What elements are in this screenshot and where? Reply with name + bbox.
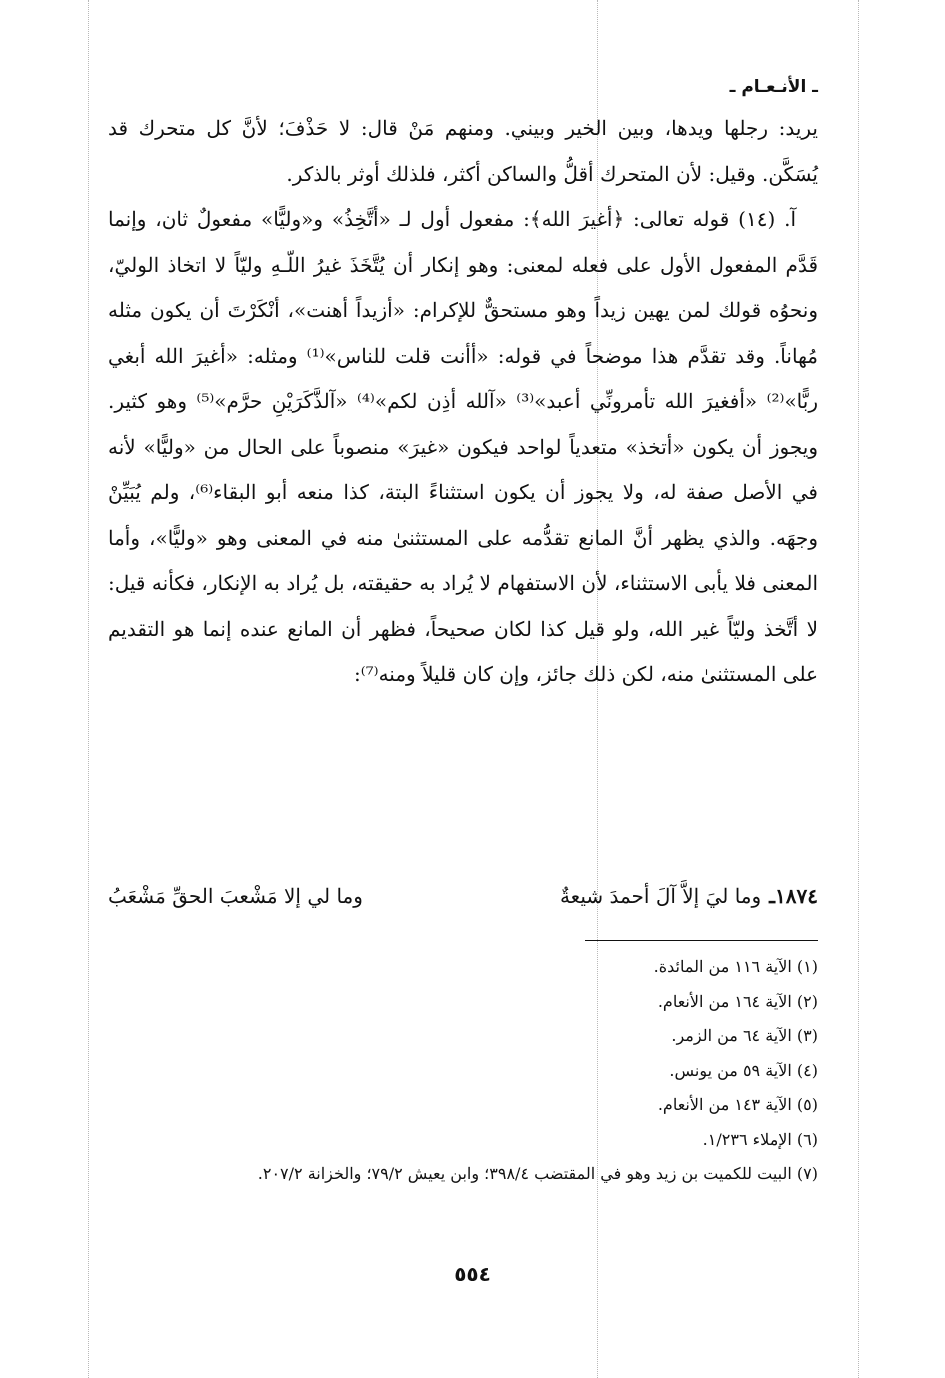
page-content xyxy=(108,68,818,698)
footnote-separator xyxy=(585,940,818,941)
footnote: (٥) الآية ١٤٣ من الأنعام. xyxy=(657,1095,818,1114)
page-number: ٥٥٤ xyxy=(454,1262,491,1286)
footnotes xyxy=(108,950,818,1192)
paragraph: يريد: رجلها ويدها، وبين الخير وبيني. ومنهم مَنْ قال: لا حَذْفَ؛ لأنَّ كل متحرك قد يُسَكَّن. وقيل: لأن المتحرك أقلُّ والساكن أكثر، فلذلك أوثر بالذكر. xyxy=(108,116,818,186)
footnote: (٧) البيت للكميت بن زيد وهو في المقتضب ٣٩٨/٤؛ وابن يعيش ٧٩/٢؛ والخزانة ٢٠٧/٢. xyxy=(257,1164,818,1183)
paragraph: آ. (١٤) قوله تعالى: ﴿أغيرَ الله﴾: مفعول أول لـ «أتَّخِذُ» و«وليًّا» مفعولٌ ثان، وإنما قَدَّم المفعول الأول على فعله لمعنى: وهو إنكار أن يُتَّخَذَ غيرُ اللّـهِ وليّاً لا اتخاذ الوليّ، ونحوُه قولك لمن يهين زيداً وهو مستحقٌّ للإكرام: «أزيداً أهنت»، أنْكَرْتَ أن يكون مثله مُهاناً. وقد تقدَّم هذا موضحاً في قوله: «أأنت قلت للناس»⁽¹⁾ ومثله: «أغيرَ الله أبغي ربًّا»⁽²⁾ «أفغيرَ الله تأمرونِّي أعبد»⁽³⁾ «آلله أذِن لكم»⁽⁴⁾ «آلذَّكَرَيْنِ حرَّم»⁽⁵⁾ وهو كثير. ويجوز أن يكون «أتخذ» متعدياً لواحد فيكون «غيرَ» منصوباً على الحال من «وليًّا» لأنه في الأصل صفة له، ولا يجوز أن يكون استثناءً البتة، كذا منعه أبو البقاء⁽⁶⁾، ولم يُبَيِّنْ وجهَه. والذي يظهر أنَّ المانع تقدُّمه على المستثنىٰ منه في المعنى وهو «وليًّا»، وأما المعنى فلا يأبى الاستثناء، لأن الاستفهام لا يُراد به حقيقته، بل يُراد به الإنكار، فكأنه قيل: لا أتَّخذ وليّاً غير الله، ولو قيل كذا لكان صحيحاً، فظهر أن المانع عنده إنما هو التقديم على المستثنىٰ منه، لكن ذلك جائز، وإن كان قليلاً ومنه⁽⁷⁾: xyxy=(108,207,818,686)
verse-second-hemistich: وما لي إلا مَشْعبَ الحقِّ مَشْعَبُ xyxy=(108,884,363,908)
running-header: ـ الأنـعـام ـ xyxy=(729,77,818,97)
poetry-verse xyxy=(108,872,818,920)
footnote: (٦) الإملاء ١/٢٣٦. xyxy=(702,1129,818,1149)
footnote: (٢) الآية ١٦٤ من الأنعام. xyxy=(657,991,818,1011)
scan-guide-line xyxy=(858,0,859,1378)
verse-first-hemistich: وما ليَ إلاَّ آلَ أحمدَ شيعةٌ xyxy=(559,884,762,908)
footnote: (٣) الآية ٦٤ من الزمر. xyxy=(671,1026,818,1045)
verse-number: ١٨٧٤ـ xyxy=(769,884,818,908)
scan-guide-line xyxy=(88,0,89,1378)
main-text xyxy=(108,106,818,698)
footnote: (٤) الآية ٥٩ من يونس. xyxy=(669,1060,818,1080)
footnote: (١) الآية ١١٦ من المائدة. xyxy=(653,957,818,976)
